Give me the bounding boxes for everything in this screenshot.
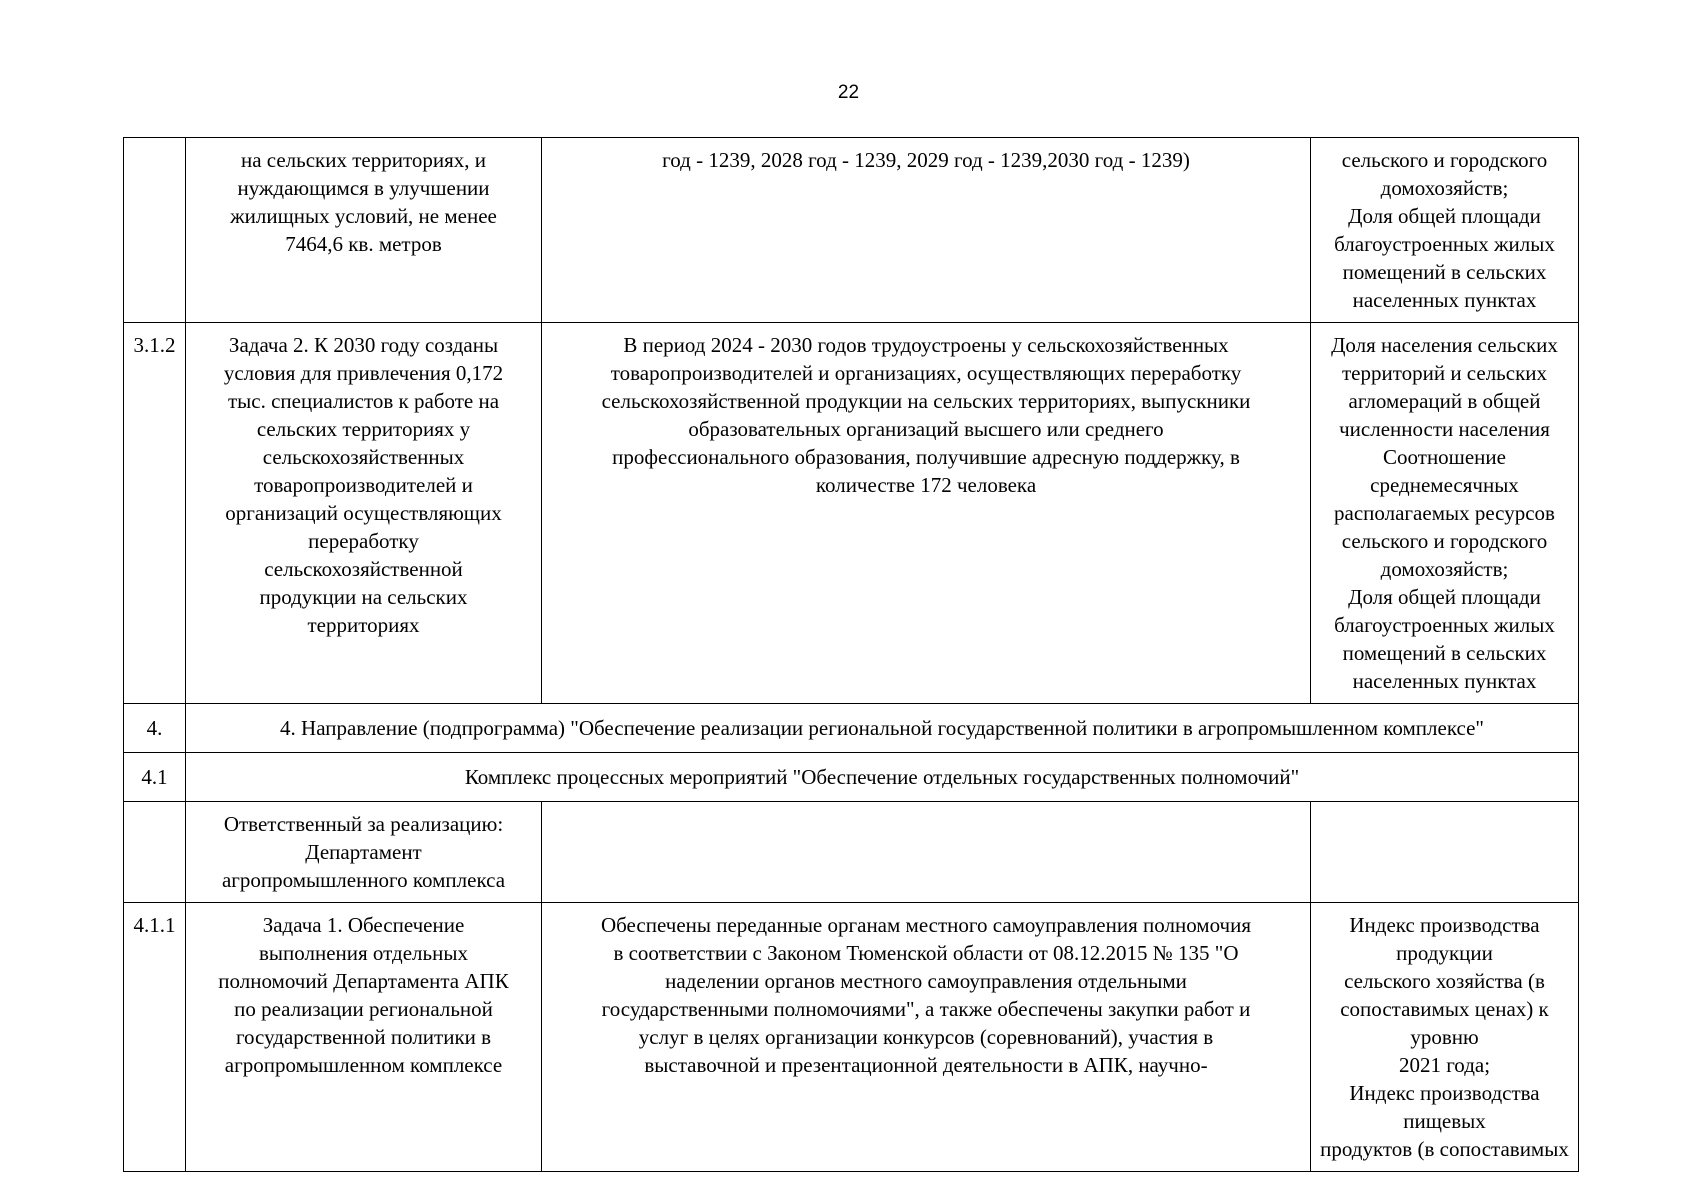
row-number-cell [124,802,186,903]
row-number-cell: 4.1.1 [124,903,186,1172]
task-cell: на сельских территориях, и нуждающимся в улучшении жилищных условий, не менее 7464,6 кв. метров [186,138,542,323]
result-cell: Обеспечены переданные органам местного самоуправления полномочия в соответствии с Законом Тюменской области от 08.12.2015 № 135 "О наделении органов местного самоуправления отдельными государственными полномочиями", а также обеспечены закупки работ и услуг в целях организации конкурсов (соревнований), участия в выставочной и презентационной деятельности в АПК, научно- [542,903,1311,1172]
section-heading-row [124,753,1579,802]
row-number-cell [124,138,186,323]
result-cell [542,802,1311,903]
task-cell: Задача 1. Обеспечение выполнения отдельных полномочий Департамента АПК по реализации региональной государственной политики в агропромышленном комплексе [186,903,542,1172]
indicator-cell: Доля населения сельских территорий и сельских агломераций в общей численности населения Соотношение среднемесячных располагаемых ресурсов сельского и городского домохозяйств; Доля общей площади благоустроенных жилых помещений в сельских населенных пунктах [1311,323,1579,704]
table-row [124,802,1579,903]
result-cell: год - 1239, 2028 год - 1239, 2029 год - 1239,2030 год - 1239) [542,138,1311,323]
result-cell: В период 2024 - 2030 годов трудоустроены у сельскохозяйственных товаропроизводителей и организациях, осуществляющих переработку сельскохозяйственной продукции на сельских территориях, выпускники образовательных организаций высшего или среднего профессионального образования, получившие адресную поддержку, в количестве 172 человека [542,323,1311,704]
task-cell: Задача 2. К 2030 году созданы условия для привлечения 0,172 тыс. специалистов к работе на сельских территориях у сельскохозяйственных товаропроизводителей и организаций осуществляющих переработку сельскохозяйственной продукции на сельских территориях [186,323,542,704]
table-row [124,903,1579,1172]
subprogram-title: 4. Направление (подпрограмма) "Обеспечение реализации региональной государственной политики в агропромышленном комплексе" [186,704,1579,753]
measures-table [123,137,1579,1172]
row-number-cell: 3.1.2 [124,323,186,704]
indicator-cell [1311,802,1579,903]
process-complex-title: Комплекс процессных мероприятий "Обеспечение отдельных государственных полномочий" [186,753,1579,802]
section-heading-row [124,704,1579,753]
indicator-cell: сельского и городского домохозяйств; Доля общей площади благоустроенных жилых помещений в сельских населенных пунктах [1311,138,1579,323]
page-number: 22 [837,82,860,103]
responsible-cell: Ответственный за реализацию: Департамент агропромышленного комплекса [186,802,542,903]
table-row [124,323,1579,704]
row-number-cell: 4.1 [124,753,186,802]
indicator-cell: Индекс производства продукции сельского хозяйства (в сопоставимых ценах) к уровню 2021 года; Индекс производства пищевых продуктов (в сопоставимых [1311,903,1579,1172]
table-row [124,138,1579,323]
row-number-cell: 4. [124,704,186,753]
